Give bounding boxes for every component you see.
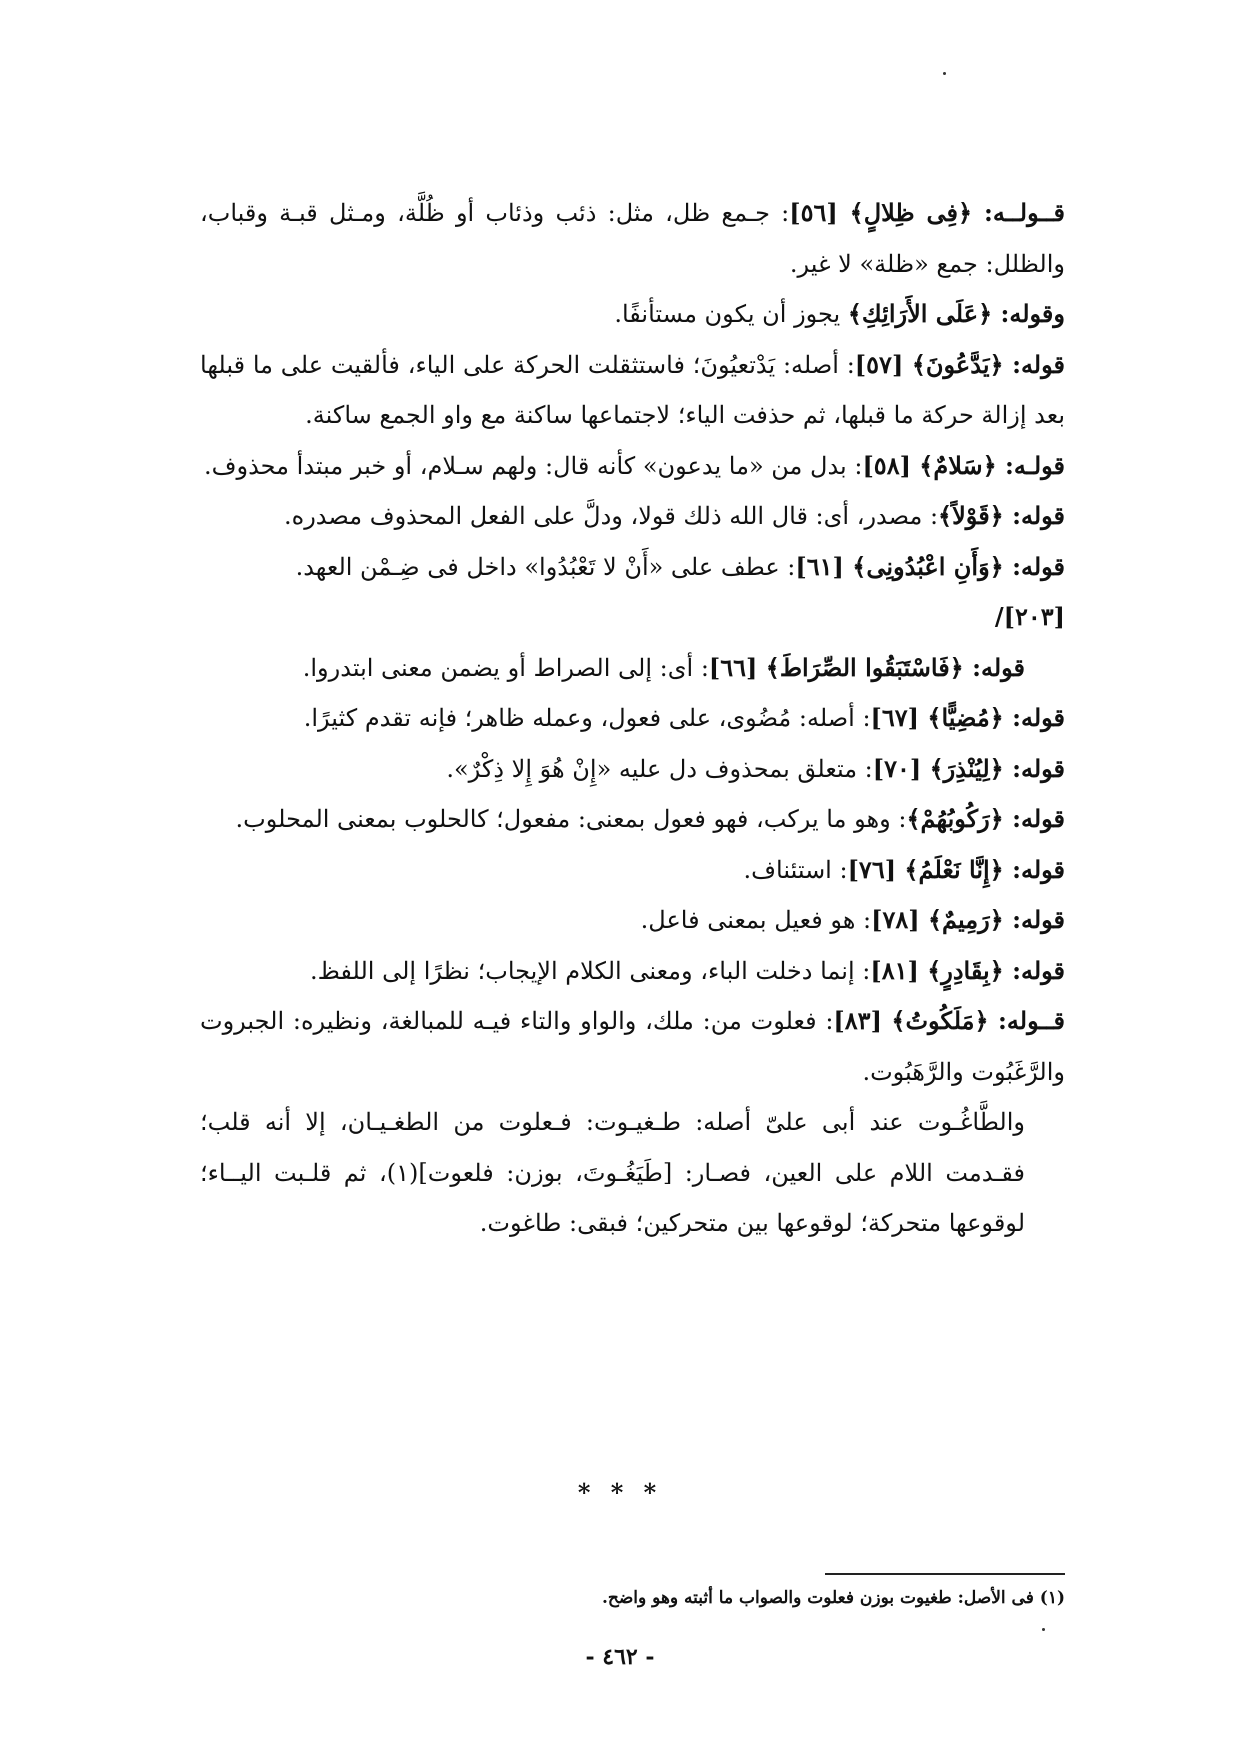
manuscript-page-reference: [٢٠٣]/: [994, 602, 1065, 631]
paragraph-yundhir: [200, 744, 1065, 795]
paragraph-yaddaun: [200, 340, 1065, 441]
paragraph-text: : أى: إلى الصراط أو يضمن معنى ابتدروا.: [302, 653, 709, 682]
quran-quote: ﴿لِيُنْذِرَ﴾ [٧٠]: [872, 753, 1004, 783]
paragraph-lead: قوله:: [1003, 349, 1065, 379]
paragraph-lead: قــوله:: [988, 1006, 1066, 1035]
paragraph-lead: قــولــه:: [972, 198, 1066, 227]
paragraph-nalamu: [200, 845, 1065, 896]
paragraph-text: : متعلق بمحذوف دل عليه «إِنْ هُوَ إِلا ذِكْرٌ».: [446, 754, 873, 783]
paragraph-lead: وقوله:: [992, 299, 1065, 328]
paragraph-rakubuhum: [200, 794, 1065, 845]
scan-speck: [1042, 1628, 1045, 1631]
footnote-divider: [825, 1573, 1065, 1575]
paragraph-malakut: [200, 996, 1065, 1097]
page-number: - ٤٦٢ -: [585, 1644, 655, 1670]
paragraph-text: : فعلوت من: ملك، والواو والتاء فيـه للمبالغة، ونظيره: الجبروت والرَّغَبُوت والرَّهَبُوت.: [200, 1007, 1065, 1086]
paragraph-text: : هو فعيل بمعنى فاعل.: [640, 906, 872, 934]
quran-quote: ﴿رَمِيمٌ﴾ [٧٨]: [871, 905, 1004, 934]
paragraph-lead: قوله:: [1003, 804, 1065, 833]
quran-quote: ﴿مُضِيًّا﴾ [٦٧]: [870, 703, 1004, 732]
paragraph-biqadir: [200, 946, 1065, 997]
quran-quote: ﴿رَكُوبُهُمْ﴾: [906, 804, 1004, 833]
paragraph-mudiyya: [200, 693, 1065, 744]
quran-quote: ﴿عَلَى الأَرَائِكِ﴾: [847, 299, 993, 328]
quran-quote: ﴿بِقَادِرٍ﴾ [٨١]: [870, 955, 1004, 985]
paragraph-text: : مصدر، أى: قال الله ذلك قولا، ودلَّ على الفعل المحذوف مصدره.: [284, 502, 939, 530]
paragraph-lead: قوله:: [1003, 551, 1065, 581]
paragraph-qawlan: [200, 491, 1065, 542]
main-text: [200, 188, 1065, 1249]
paragraph-lead: قوله:: [1003, 905, 1065, 934]
paragraph-text: : استئناف.: [743, 855, 848, 884]
paragraph-lead: قوله:: [1003, 753, 1065, 783]
paragraph-text: : إنما دخلت الباء، ومعنى الكلام الإيجاب؛ نظرًا إلى اللفظ.: [309, 956, 871, 985]
paragraph-text: : بدل من «ما يدعون» كأنه قال: ولهم سـلام، أو خبر مبتدأ محذوف.: [203, 451, 863, 480]
paragraph-sirat: [200, 643, 1065, 694]
quran-quote: ﴿إِنَّا نَعْلَمُ﴾ [٧٦]: [847, 854, 1004, 884]
scan-speck: [943, 72, 946, 75]
paragraph-lead: قوله:: [1003, 703, 1065, 732]
paragraph-lead: قولـه:: [996, 450, 1065, 480]
section-separator: * * *: [577, 1478, 663, 1507]
paragraph-zilal: [200, 188, 1065, 289]
paragraph-lead: قوله:: [963, 652, 1025, 682]
paragraph-lead: قوله:: [1003, 955, 1065, 985]
quran-quote: ﴿سَلامٌ﴾ [٥٨]: [862, 450, 997, 480]
paragraph-text: : وهو ما يركب، فهو فعول بمعنى: مفعول؛ كالحلوب بمعنى المحلوب.: [235, 805, 907, 833]
paragraph-ramim: [200, 895, 1065, 946]
paragraph-text: يجوز أن يكون مستأنفًا.: [614, 300, 848, 328]
quran-quote: ﴿مَلَكُوتُ﴾ [٨٣]: [833, 1006, 989, 1035]
quran-quote: ﴿فِى ظِلالٍ﴾ [٥٦]: [789, 198, 973, 227]
quran-quote: ﴿وَأَنِ اعْبُدُونِى﴾ [٦١]: [795, 551, 1004, 581]
quran-quote: ﴿قَوْلاً﴾: [938, 501, 1004, 530]
paragraph-lead: قوله:: [1003, 854, 1065, 884]
paragraph-araik: [200, 289, 1065, 340]
paragraph-ubuduni: [200, 542, 1065, 593]
paragraph-text: : جـمع ظل، مثل: ذئب وذئاب أو ظُلَّة، ومـثل قبـة وقباب، والظلل: جمع «ظلة» لا غير.: [200, 199, 1065, 278]
paragraph-salam: [200, 441, 1065, 492]
paragraph-taghut: والطَّاغُـوت عند أبى علىّ أصله: طـغيـوت: فـعلوت من الطغـيـان، إلا أنه قلب؛ فقـدمت اللام على العين، فصـار: [طَيَغُـوتَ، بوزن: فلعوت](١)، ثم قلـبت اليــاء؛ لوقوعها متحركة؛ لوقوعها بين متحركين؛ فبقى: طاغوت.: [200, 1108, 1026, 1237]
quran-quote: ﴿يَدَّعُونَ﴾ [٥٧]: [854, 349, 1004, 379]
paragraph-text: : عطف على «أَنْ لا تَعْبُدُوا» داخل فى ضِـمْن العهد.: [295, 552, 796, 581]
paragraph-lead: قوله:: [1003, 501, 1065, 530]
paragraph-text: : أصله: يَدْتعيُونَ؛ فاستثقلت الحركة على الياء، فألقيت على ما قبلها بعد إزالة حركة ما قبلها، ثم حذفت الياء؛ لاجتماعها ساكنة مع واو الجمع ساكنة.: [200, 350, 1065, 429]
quran-quote: ﴿فَاسْتَبَقُوا الصِّرَاطَ﴾ [٦٦]: [708, 652, 964, 682]
paragraph-text: : أصله: مُضُوى، على فعول، وعمله ظاهر؛ فإنه تقدم كثيرًا.: [303, 704, 871, 732]
footnote: (١) فى الأصل: طغيوت بوزن فعلوت والصواب ما أثبته وهو واضح.: [601, 1588, 1065, 1608]
